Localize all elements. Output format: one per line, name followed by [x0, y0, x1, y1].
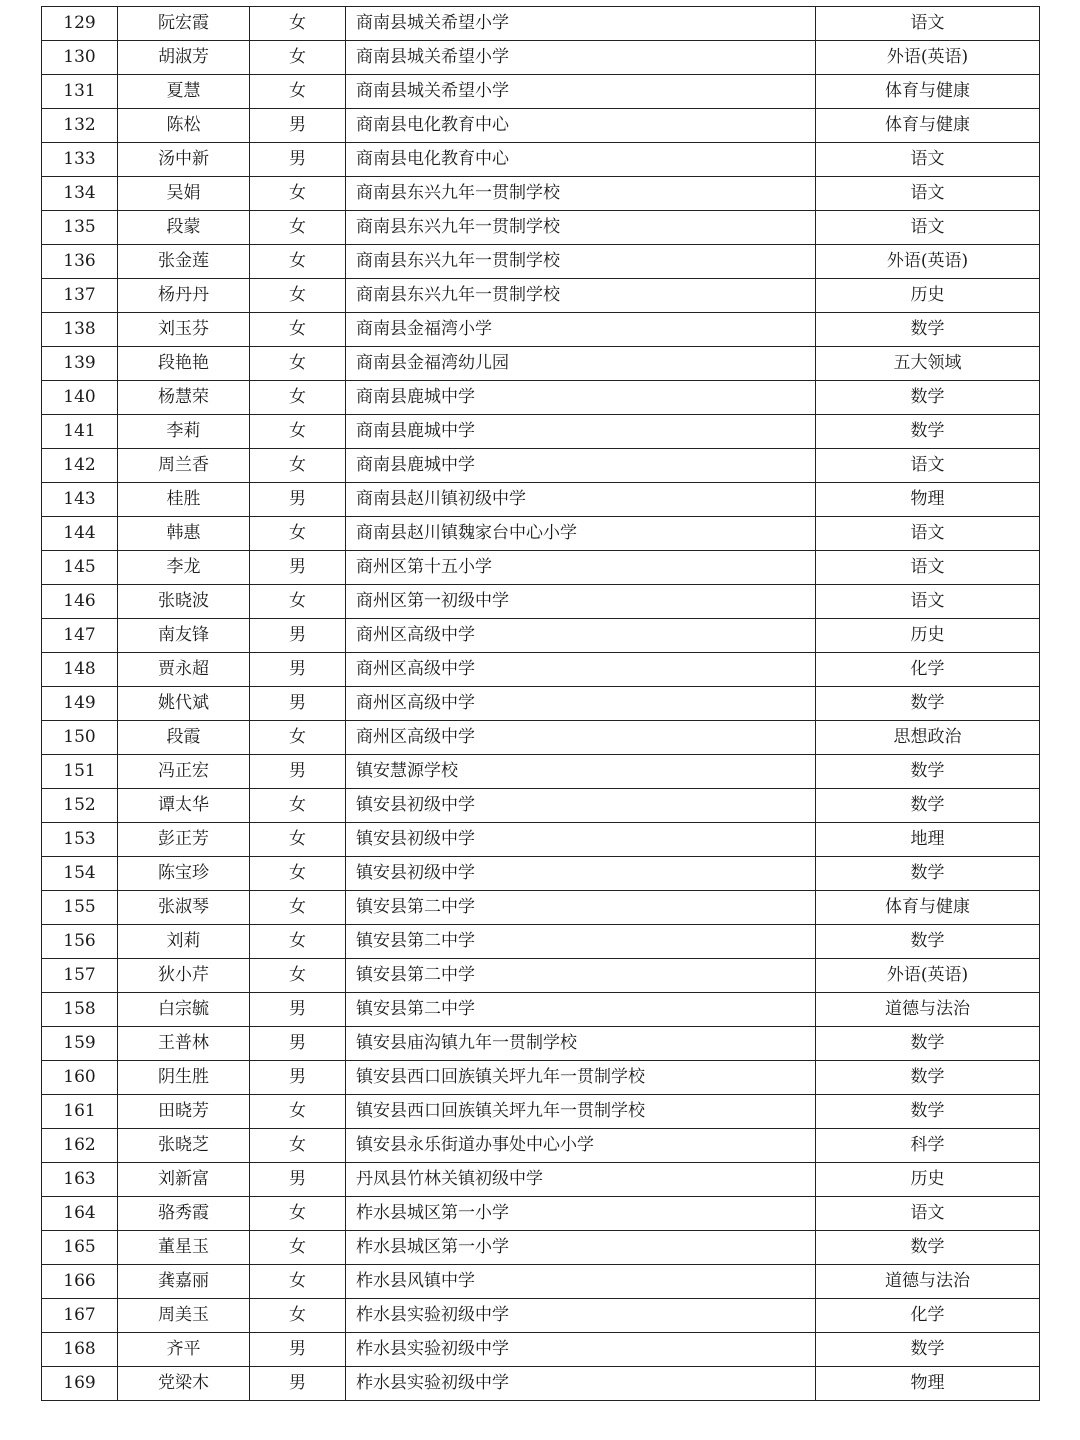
cell-subject: 语文	[816, 551, 1040, 585]
cell-school: 商州区高级中学	[346, 619, 816, 653]
cell-number: 131	[42, 75, 118, 109]
cell-subject: 数学	[816, 381, 1040, 415]
table-row	[42, 75, 1040, 109]
cell-school: 商州区高级中学	[346, 653, 816, 687]
cell-number: 145	[42, 551, 118, 585]
table-row	[42, 483, 1040, 517]
cell-subject: 语文	[816, 517, 1040, 551]
cell-number: 158	[42, 993, 118, 1027]
cell-subject: 五大领域	[816, 347, 1040, 381]
cell-number: 143	[42, 483, 118, 517]
cell-gender: 女	[250, 585, 346, 619]
cell-number: 155	[42, 891, 118, 925]
cell-gender: 女	[250, 245, 346, 279]
cell-subject: 语文	[816, 1197, 1040, 1231]
cell-gender: 男	[250, 755, 346, 789]
table-row	[42, 585, 1040, 619]
table-row	[42, 347, 1040, 381]
cell-number: 138	[42, 313, 118, 347]
cell-gender: 男	[250, 1367, 346, 1401]
cell-gender: 女	[250, 415, 346, 449]
cell-school: 柞水县城区第一小学	[346, 1197, 816, 1231]
cell-gender: 女	[250, 1095, 346, 1129]
cell-school: 商州区高级中学	[346, 721, 816, 755]
cell-subject: 数学	[816, 1095, 1040, 1129]
cell-name: 党梁木	[118, 1367, 250, 1401]
cell-subject: 语文	[816, 177, 1040, 211]
cell-subject: 道德与法治	[816, 1265, 1040, 1299]
cell-gender: 女	[250, 959, 346, 993]
cell-school: 商州区第十五小学	[346, 551, 816, 585]
cell-name: 刘莉	[118, 925, 250, 959]
cell-school: 商南县东兴九年一贯制学校	[346, 279, 816, 313]
cell-subject: 语文	[816, 585, 1040, 619]
cell-gender: 女	[250, 517, 346, 551]
cell-subject: 语文	[816, 449, 1040, 483]
cell-school: 商南县赵川镇魏家台中心小学	[346, 517, 816, 551]
cell-name: 夏慧	[118, 75, 250, 109]
cell-school: 镇安县第二中学	[346, 891, 816, 925]
cell-subject: 数学	[816, 857, 1040, 891]
cell-subject: 语文	[816, 7, 1040, 41]
cell-name: 韩惠	[118, 517, 250, 551]
cell-gender: 男	[250, 993, 346, 1027]
cell-school: 商南县电化教育中心	[346, 143, 816, 177]
table-row	[42, 959, 1040, 993]
cell-name: 张淑琴	[118, 891, 250, 925]
cell-school: 镇安县庙沟镇九年一贯制学校	[346, 1027, 816, 1061]
cell-subject: 物理	[816, 483, 1040, 517]
cell-school: 镇安县西口回族镇关坪九年一贯制学校	[346, 1061, 816, 1095]
cell-name: 汤中新	[118, 143, 250, 177]
cell-gender: 女	[250, 1129, 346, 1163]
cell-name: 李莉	[118, 415, 250, 449]
cell-name: 段艳艳	[118, 347, 250, 381]
table-row	[42, 41, 1040, 75]
teacher-roster-table	[41, 6, 1040, 1401]
table-row	[42, 381, 1040, 415]
cell-name: 彭正芳	[118, 823, 250, 857]
cell-school: 商州区第一初级中学	[346, 585, 816, 619]
cell-school: 商南县东兴九年一贯制学校	[346, 245, 816, 279]
cell-gender: 男	[250, 619, 346, 653]
table-row	[42, 143, 1040, 177]
cell-gender: 女	[250, 313, 346, 347]
table-row	[42, 619, 1040, 653]
cell-name: 龚嘉丽	[118, 1265, 250, 1299]
cell-subject: 数学	[816, 1333, 1040, 1367]
cell-school: 镇安县初级中学	[346, 789, 816, 823]
cell-subject: 外语(英语)	[816, 959, 1040, 993]
table-row	[42, 1367, 1040, 1401]
cell-gender: 男	[250, 1333, 346, 1367]
table-row	[42, 687, 1040, 721]
cell-school: 商南县城关希望小学	[346, 7, 816, 41]
cell-number: 169	[42, 1367, 118, 1401]
cell-number: 144	[42, 517, 118, 551]
cell-school: 柞水县实验初级中学	[346, 1367, 816, 1401]
table-row	[42, 891, 1040, 925]
cell-gender: 男	[250, 143, 346, 177]
cell-number: 159	[42, 1027, 118, 1061]
cell-gender: 女	[250, 823, 346, 857]
cell-name: 杨慧荣	[118, 381, 250, 415]
cell-school: 商南县东兴九年一贯制学校	[346, 177, 816, 211]
roster-sheet	[41, 6, 1039, 1401]
cell-subject: 化学	[816, 1299, 1040, 1333]
cell-subject: 外语(英语)	[816, 245, 1040, 279]
cell-number: 130	[42, 41, 118, 75]
table-row	[42, 1231, 1040, 1265]
cell-name: 段蒙	[118, 211, 250, 245]
cell-number: 146	[42, 585, 118, 619]
cell-school: 商南县鹿城中学	[346, 381, 816, 415]
cell-gender: 女	[250, 1299, 346, 1333]
cell-gender: 男	[250, 687, 346, 721]
table-row	[42, 551, 1040, 585]
table-row	[42, 1129, 1040, 1163]
cell-subject: 数学	[816, 415, 1040, 449]
table-row	[42, 211, 1040, 245]
cell-subject: 历史	[816, 279, 1040, 313]
cell-gender: 女	[250, 721, 346, 755]
cell-name: 谭太华	[118, 789, 250, 823]
cell-number: 140	[42, 381, 118, 415]
cell-gender: 女	[250, 925, 346, 959]
cell-name: 田晓芳	[118, 1095, 250, 1129]
cell-gender: 女	[250, 857, 346, 891]
cell-subject: 道德与法治	[816, 993, 1040, 1027]
cell-number: 141	[42, 415, 118, 449]
cell-name: 阴生胜	[118, 1061, 250, 1095]
cell-name: 吴娟	[118, 177, 250, 211]
cell-number: 156	[42, 925, 118, 959]
cell-school: 商南县金福湾小学	[346, 313, 816, 347]
table-row	[42, 993, 1040, 1027]
table-row	[42, 857, 1040, 891]
cell-school: 柞水县实验初级中学	[346, 1299, 816, 1333]
cell-name: 阮宏霞	[118, 7, 250, 41]
cell-subject: 数学	[816, 925, 1040, 959]
cell-name: 白宗毓	[118, 993, 250, 1027]
cell-gender: 男	[250, 109, 346, 143]
table-row	[42, 109, 1040, 143]
cell-number: 166	[42, 1265, 118, 1299]
cell-number: 160	[42, 1061, 118, 1095]
cell-name: 董星玉	[118, 1231, 250, 1265]
table-row	[42, 177, 1040, 211]
table-row	[42, 1333, 1040, 1367]
cell-school: 商南县赵川镇初级中学	[346, 483, 816, 517]
cell-gender: 女	[250, 41, 346, 75]
cell-gender: 女	[250, 1265, 346, 1299]
cell-subject: 历史	[816, 619, 1040, 653]
cell-gender: 女	[250, 7, 346, 41]
table-row	[42, 823, 1040, 857]
cell-school: 商州区高级中学	[346, 687, 816, 721]
cell-name: 陈松	[118, 109, 250, 143]
cell-subject: 数学	[816, 1231, 1040, 1265]
cell-number: 168	[42, 1333, 118, 1367]
cell-number: 151	[42, 755, 118, 789]
cell-number: 154	[42, 857, 118, 891]
cell-school: 商南县电化教育中心	[346, 109, 816, 143]
cell-number: 135	[42, 211, 118, 245]
cell-subject: 语文	[816, 143, 1040, 177]
cell-number: 149	[42, 687, 118, 721]
cell-gender: 男	[250, 1061, 346, 1095]
cell-number: 147	[42, 619, 118, 653]
cell-gender: 女	[250, 1197, 346, 1231]
cell-number: 129	[42, 7, 118, 41]
cell-gender: 女	[250, 347, 346, 381]
cell-subject: 外语(英语)	[816, 41, 1040, 75]
table-row	[42, 1163, 1040, 1197]
cell-name: 齐平	[118, 1333, 250, 1367]
cell-number: 136	[42, 245, 118, 279]
cell-gender: 男	[250, 551, 346, 585]
cell-gender: 女	[250, 381, 346, 415]
cell-name: 姚代斌	[118, 687, 250, 721]
cell-number: 148	[42, 653, 118, 687]
table-row	[42, 789, 1040, 823]
cell-school: 镇安县永乐街道办事处中心小学	[346, 1129, 816, 1163]
roster-body	[42, 7, 1040, 1401]
cell-number: 134	[42, 177, 118, 211]
cell-subject: 化学	[816, 653, 1040, 687]
cell-name: 刘新富	[118, 1163, 250, 1197]
cell-school: 商南县东兴九年一贯制学校	[346, 211, 816, 245]
table-row	[42, 415, 1040, 449]
table-row	[42, 721, 1040, 755]
cell-school: 商南县城关希望小学	[346, 75, 816, 109]
cell-school: 商南县鹿城中学	[346, 449, 816, 483]
table-row	[42, 925, 1040, 959]
cell-school: 商南县金福湾幼儿园	[346, 347, 816, 381]
cell-name: 张金莲	[118, 245, 250, 279]
table-row	[42, 245, 1040, 279]
cell-school: 商南县城关希望小学	[346, 41, 816, 75]
cell-number: 165	[42, 1231, 118, 1265]
table-row	[42, 1027, 1040, 1061]
cell-school: 柞水县城区第一小学	[346, 1231, 816, 1265]
cell-name: 贾永超	[118, 653, 250, 687]
cell-gender: 女	[250, 177, 346, 211]
cell-gender: 女	[250, 75, 346, 109]
cell-number: 137	[42, 279, 118, 313]
table-row	[42, 313, 1040, 347]
cell-gender: 女	[250, 449, 346, 483]
table-row	[42, 517, 1040, 551]
cell-subject: 体育与健康	[816, 109, 1040, 143]
table-row	[42, 1061, 1040, 1095]
cell-gender: 男	[250, 1163, 346, 1197]
cell-school: 镇安县第二中学	[346, 925, 816, 959]
cell-subject: 数学	[816, 687, 1040, 721]
cell-name: 南友锋	[118, 619, 250, 653]
cell-school: 丹凤县竹林关镇初级中学	[346, 1163, 816, 1197]
table-row	[42, 653, 1040, 687]
cell-school: 镇安县第二中学	[346, 993, 816, 1027]
table-row	[42, 1265, 1040, 1299]
cell-name: 刘玉芬	[118, 313, 250, 347]
cell-name: 张晓芝	[118, 1129, 250, 1163]
cell-school: 镇安县初级中学	[346, 857, 816, 891]
cell-name: 李龙	[118, 551, 250, 585]
cell-subject: 地理	[816, 823, 1040, 857]
cell-name: 张晓波	[118, 585, 250, 619]
cell-number: 167	[42, 1299, 118, 1333]
cell-number: 139	[42, 347, 118, 381]
cell-gender: 男	[250, 1027, 346, 1061]
table-row	[42, 279, 1040, 313]
table-row	[42, 7, 1040, 41]
cell-school: 镇安县第二中学	[346, 959, 816, 993]
cell-school: 柞水县风镇中学	[346, 1265, 816, 1299]
cell-name: 王普林	[118, 1027, 250, 1061]
cell-name: 胡淑芳	[118, 41, 250, 75]
cell-number: 133	[42, 143, 118, 177]
table-row	[42, 1299, 1040, 1333]
cell-name: 狄小芹	[118, 959, 250, 993]
cell-school: 镇安慧源学校	[346, 755, 816, 789]
cell-subject: 语文	[816, 211, 1040, 245]
cell-number: 150	[42, 721, 118, 755]
cell-gender: 女	[250, 279, 346, 313]
cell-number: 153	[42, 823, 118, 857]
cell-number: 161	[42, 1095, 118, 1129]
cell-number: 142	[42, 449, 118, 483]
cell-subject: 思想政治	[816, 721, 1040, 755]
cell-number: 164	[42, 1197, 118, 1231]
cell-gender: 男	[250, 483, 346, 517]
cell-subject: 数学	[816, 755, 1040, 789]
cell-subject: 数学	[816, 789, 1040, 823]
cell-subject: 数学	[816, 313, 1040, 347]
cell-subject: 体育与健康	[816, 75, 1040, 109]
table-row	[42, 1197, 1040, 1231]
cell-subject: 体育与健康	[816, 891, 1040, 925]
cell-gender: 女	[250, 1231, 346, 1265]
cell-subject: 数学	[816, 1027, 1040, 1061]
cell-number: 152	[42, 789, 118, 823]
cell-name: 陈宝珍	[118, 857, 250, 891]
cell-subject: 历史	[816, 1163, 1040, 1197]
table-row	[42, 1095, 1040, 1129]
cell-name: 桂胜	[118, 483, 250, 517]
cell-number: 162	[42, 1129, 118, 1163]
cell-school: 镇安县初级中学	[346, 823, 816, 857]
cell-number: 157	[42, 959, 118, 993]
cell-school: 柞水县实验初级中学	[346, 1333, 816, 1367]
cell-name: 周美玉	[118, 1299, 250, 1333]
cell-school: 镇安县西口回族镇关坪九年一贯制学校	[346, 1095, 816, 1129]
cell-subject: 科学	[816, 1129, 1040, 1163]
table-row	[42, 755, 1040, 789]
cell-name: 骆秀霞	[118, 1197, 250, 1231]
cell-gender: 女	[250, 211, 346, 245]
table-row	[42, 449, 1040, 483]
cell-subject: 数学	[816, 1061, 1040, 1095]
cell-name: 周兰香	[118, 449, 250, 483]
cell-school: 商南县鹿城中学	[346, 415, 816, 449]
cell-subject: 物理	[816, 1367, 1040, 1401]
cell-gender: 女	[250, 891, 346, 925]
cell-gender: 女	[250, 789, 346, 823]
cell-name: 杨丹丹	[118, 279, 250, 313]
cell-name: 段霞	[118, 721, 250, 755]
cell-name: 冯正宏	[118, 755, 250, 789]
cell-gender: 男	[250, 653, 346, 687]
cell-number: 132	[42, 109, 118, 143]
cell-number: 163	[42, 1163, 118, 1197]
